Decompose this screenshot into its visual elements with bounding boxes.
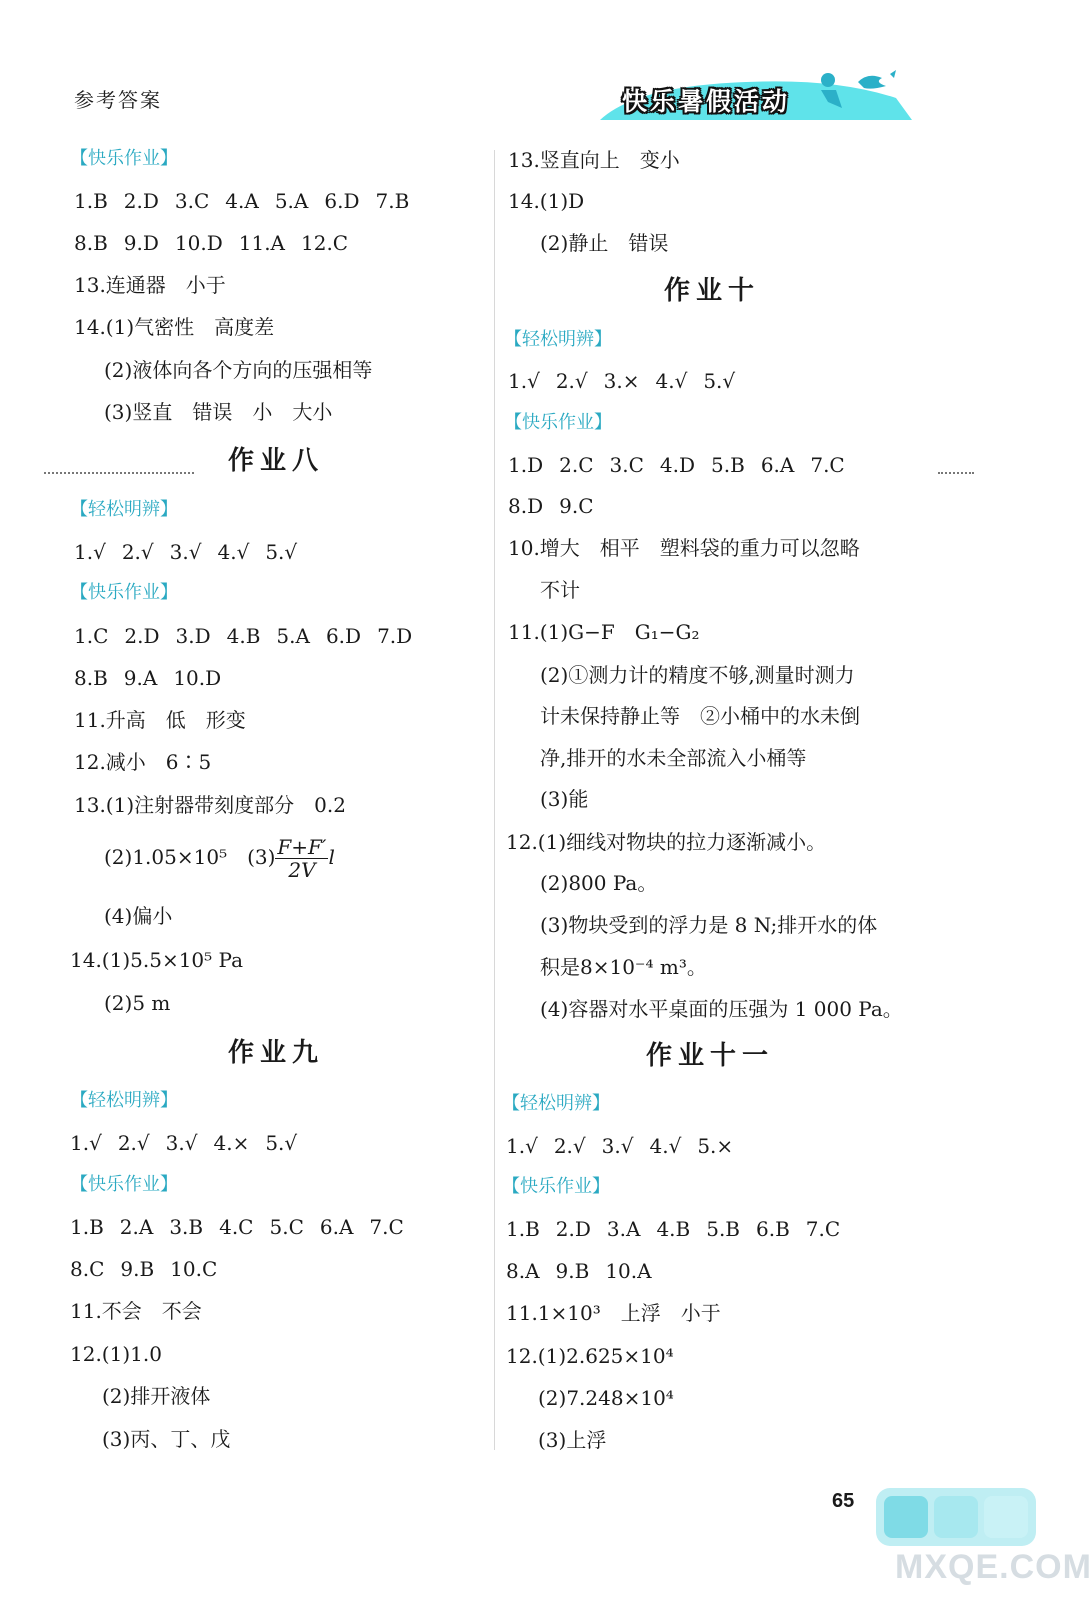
answer-row xyxy=(506,1257,668,1285)
answer-row xyxy=(74,187,425,215)
answer-line: (3)物块受到的浮力是 8 N;排开水的体 xyxy=(540,913,878,937)
answer: 4.C xyxy=(219,1215,254,1239)
answer-line: (2)7.248×10⁴ xyxy=(538,1386,674,1410)
answer: 1.√ xyxy=(74,540,106,564)
answer: 11.A xyxy=(238,231,285,255)
answer: 2.A xyxy=(119,1215,154,1239)
answer: 10.D xyxy=(173,666,222,690)
answer-line-formula xyxy=(104,836,335,881)
answer: 7.D xyxy=(377,624,413,648)
fraction-numerator: F+F′ xyxy=(277,835,327,859)
answer-line: 12.(1)细线对物块的拉力逐渐减小。 xyxy=(506,830,827,854)
answer: 3.√ xyxy=(601,1134,634,1158)
answer: 3.C xyxy=(174,189,210,213)
column-divider xyxy=(494,150,495,1450)
answer-line: 13.连通器 小于 xyxy=(74,273,226,297)
tag-happy: 【快乐作业】 xyxy=(70,582,178,603)
answer-line: 12.(1)1.0 xyxy=(70,1342,162,1366)
answer: 4.A xyxy=(225,189,259,213)
answer: 1.√ xyxy=(508,369,540,393)
answer: 5.B xyxy=(711,453,745,477)
answer-line: (3)能 xyxy=(540,787,589,811)
answer: 8.D xyxy=(508,494,544,518)
answer: 6.A xyxy=(760,453,795,477)
answer-line: 13.(1)注射器带刻度部分 0.2 xyxy=(74,793,346,817)
banner-title: 快乐暑假活动 xyxy=(622,87,791,116)
fraction xyxy=(275,836,328,881)
answer-line: (2)液体向各个方向的压强相等 xyxy=(104,358,373,382)
answer: 6.D xyxy=(325,624,362,648)
answer-line: (2)800 Pa。 xyxy=(540,871,658,895)
answer-line: (2)①测力计的精度不够,测量时测力 xyxy=(540,663,855,687)
answer: 10.C xyxy=(170,1257,218,1281)
answer: 9.C xyxy=(559,494,594,518)
answer-row xyxy=(508,451,861,479)
answer-row xyxy=(508,367,751,395)
answer: 2.√ xyxy=(117,1131,150,1155)
answer: 5.C xyxy=(269,1215,304,1239)
tag-happy: 【快乐作业】 xyxy=(70,148,178,169)
answer: 8.A xyxy=(506,1259,540,1283)
answer: 3.A xyxy=(606,1217,641,1241)
answer: 6.D xyxy=(324,189,360,213)
answer: 9.B xyxy=(555,1259,590,1283)
answer: 2.D xyxy=(555,1217,591,1241)
answer-line: (3)上浮 xyxy=(538,1428,607,1452)
answer: 6.B xyxy=(756,1217,790,1241)
answer-line: (2)静止 错误 xyxy=(540,231,669,255)
answer: 1.B xyxy=(506,1217,540,1241)
answer-line: 14.(1)5.5×10⁵ Pa xyxy=(70,948,244,972)
answer: 8.B xyxy=(74,666,108,690)
answer: 12.C xyxy=(301,231,349,255)
tag-easy: 【轻松明辨】 xyxy=(504,329,612,350)
answer: 7.C xyxy=(805,1217,841,1241)
answer: 2.D xyxy=(123,189,159,213)
answer: 5.A xyxy=(276,624,310,648)
answer-row xyxy=(74,664,237,692)
answer: 1.B xyxy=(74,189,108,213)
section-title-hw9: 作业九 xyxy=(228,1038,325,1068)
answer-line: (4)偏小 xyxy=(104,904,173,928)
answer: 5.√ xyxy=(265,540,298,564)
answer: 2.√ xyxy=(553,1134,586,1158)
answer-line: 13.竖直向上 变小 xyxy=(508,148,680,172)
answer-row xyxy=(74,538,313,566)
answer: 2.√ xyxy=(555,369,588,393)
answer: 1.√ xyxy=(506,1134,538,1158)
answer-line: 12.(1)2.625×10⁴ xyxy=(506,1344,674,1368)
answer: 5.× xyxy=(697,1134,734,1158)
answer: 4.√ xyxy=(649,1134,682,1158)
answer: 1.D xyxy=(508,453,544,477)
answer: 4.× xyxy=(213,1131,250,1155)
answer-line: 积是8×10⁻⁴ m³。 xyxy=(540,955,707,979)
answer-line: 11.升高 低 形变 xyxy=(74,708,246,732)
answer: 4.B xyxy=(226,624,261,648)
page-number: 65 xyxy=(832,1490,855,1512)
answer: 1.B xyxy=(70,1215,104,1239)
section-title-hw8: 作业八 xyxy=(228,446,325,476)
header-label: 参考答案 xyxy=(74,88,162,112)
answer: 3.√ xyxy=(169,540,202,564)
answer: 3.√ xyxy=(165,1131,198,1155)
answer-line: (4)容器对水平桌面的压强为 1 000 Pa。 xyxy=(540,997,903,1021)
answer: 9.A xyxy=(123,666,158,690)
tag-easy: 【轻松明辨】 xyxy=(502,1093,610,1114)
section-title-hw10: 作业十 xyxy=(664,276,761,306)
section-title-hw11: 作业十一 xyxy=(646,1041,775,1071)
answer-row xyxy=(508,492,610,520)
answer: 3.B xyxy=(169,1215,204,1239)
formula-suffix: l xyxy=(328,845,335,869)
answer: 8.C xyxy=(70,1257,105,1281)
answer: 10.A xyxy=(605,1259,652,1283)
answer: 9.D xyxy=(123,231,159,255)
answer-row xyxy=(74,229,364,257)
answer-line: (2)排开液体 xyxy=(102,1384,211,1408)
answer: 3.D xyxy=(175,624,211,648)
answer: 3.× xyxy=(603,369,640,393)
answer-line: 11.(1)G−F G₁−G₂ xyxy=(508,620,700,644)
answer: 10.D xyxy=(174,231,223,255)
answer-line: 计未保持静止等 ②小桶中的水未倒 xyxy=(540,704,860,728)
answer: 4.√ xyxy=(217,540,250,564)
answer: 2.√ xyxy=(121,540,154,564)
tag-happy: 【快乐作业】 xyxy=(502,1176,610,1197)
answer-line: (3)竖直 错误 小 大小 xyxy=(104,400,333,424)
answer-line: (2)5 m xyxy=(104,991,171,1015)
answer: 4.B xyxy=(656,1217,691,1241)
answer-line: 净,排开的水未全部流入小桶等 xyxy=(540,746,807,770)
answer: 2.D xyxy=(124,624,160,648)
watermark-text: MXQE.COM xyxy=(895,1548,1092,1586)
answer: 5.A xyxy=(274,189,309,213)
answer-row xyxy=(70,1213,420,1241)
answer-line: 14.(1)气密性 高度差 xyxy=(74,315,275,339)
answer: 6.A xyxy=(319,1215,354,1239)
formula-prefix: (2)1.05×10⁵ (3) xyxy=(104,845,276,869)
banner xyxy=(596,68,914,124)
answer: 9.B xyxy=(120,1257,155,1281)
answer: 4.√ xyxy=(655,369,688,393)
tag-easy: 【轻松明辨】 xyxy=(70,499,178,520)
answer: 5.√ xyxy=(703,369,736,393)
answer-line: (3)丙、丁、戊 xyxy=(102,1427,231,1451)
answer-line: 10.增大 相平 塑料袋的重力可以忽略 xyxy=(508,536,860,560)
answer-line: 不计 xyxy=(540,578,580,602)
answer-line: 11.不会 不会 xyxy=(70,1299,202,1323)
answer: 4.D xyxy=(659,453,696,477)
answer-row xyxy=(70,1129,313,1157)
answer: 1.C xyxy=(74,624,109,648)
answer: 2.C xyxy=(559,453,594,477)
fraction-denominator: 2V xyxy=(288,858,316,882)
tag-happy: 【快乐作业】 xyxy=(504,412,612,433)
answer-line: 12.减小 6∶5 xyxy=(74,750,212,774)
divider-dots xyxy=(44,472,194,474)
answer: 7.C xyxy=(810,453,845,477)
answer-row xyxy=(70,1255,233,1283)
answer-row xyxy=(506,1132,749,1160)
answer-row xyxy=(74,622,428,650)
answer-line: 14.(1)D xyxy=(508,189,585,213)
divider-dots xyxy=(938,472,974,474)
answer: 5.B xyxy=(706,1217,740,1241)
answer: 7.B xyxy=(375,189,410,213)
answer-line: 11.1×10³ 上浮 小于 xyxy=(506,1301,721,1325)
answer: 7.C xyxy=(369,1215,404,1239)
tag-easy: 【轻松明辨】 xyxy=(70,1090,178,1111)
answer: 5.√ xyxy=(265,1131,298,1155)
answer: 1.√ xyxy=(70,1131,102,1155)
tag-happy: 【快乐作业】 xyxy=(70,1174,178,1195)
answer-row xyxy=(506,1215,856,1243)
answer: 8.B xyxy=(74,231,108,255)
answer: 3.C xyxy=(609,453,644,477)
